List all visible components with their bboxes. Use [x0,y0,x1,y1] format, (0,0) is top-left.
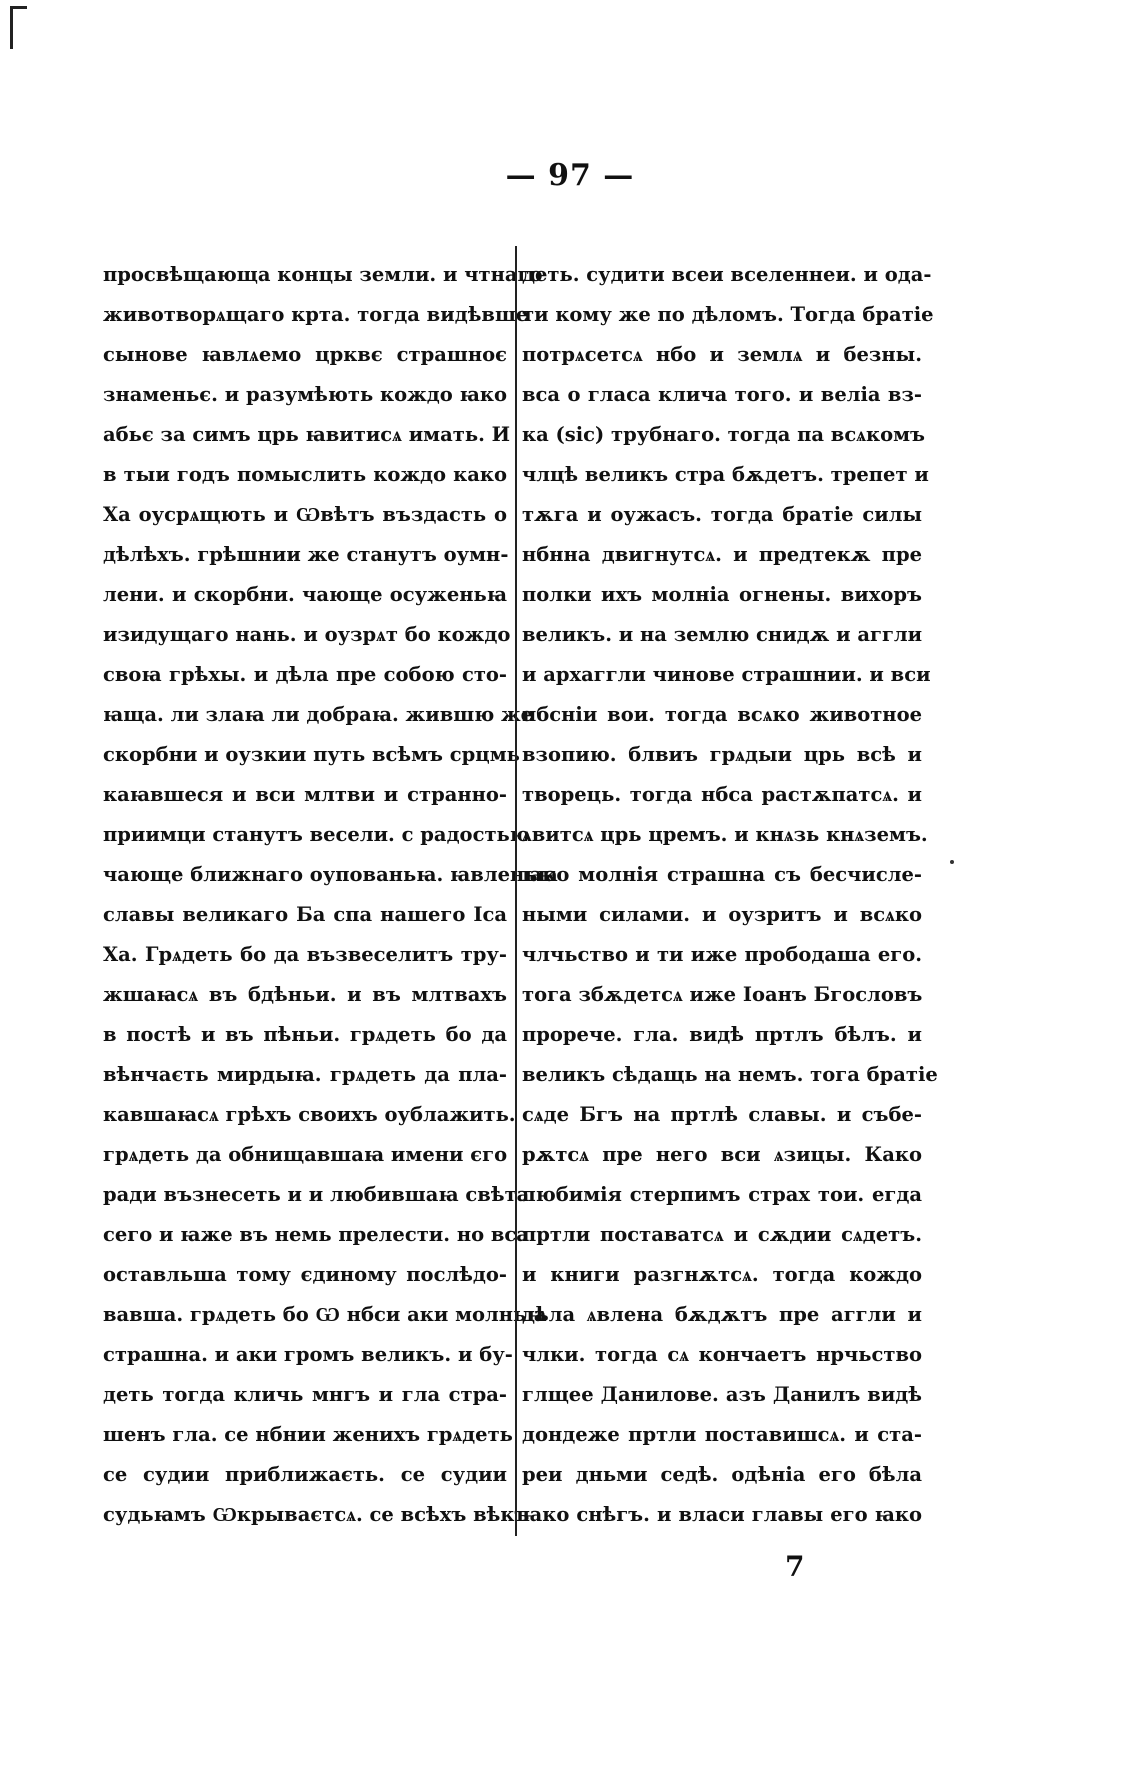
text-line: се судии приближаєть. се судии [103,1463,507,1486]
text-line: деть тогда кличь мнгъ и гла стра- [103,1383,507,1406]
text-line: кавшаꙗсѧ грѣхъ своихъ оублажить. [103,1103,516,1126]
right-text-column [522,255,938,1535]
text-line: славы великаго Ба спа нашего Іса [103,903,507,926]
text-line: скорбни и оузкии путь всѣмъ срцмь [103,743,520,766]
text-line: судьꙗмъ Ѡкрываєтсѧ. се всѣхъ вѣкъ [103,1503,530,1526]
text-line: в тыи годъ помыслить кождо како [103,463,507,486]
text-line: великъ сѣдащь на немъ. тога братіе [522,1063,938,1086]
text-line: ради възнесеть и и любившаꙗ свѣта [103,1183,530,1206]
text-line: каꙗвшеся и вси млтви и странно- [103,783,507,806]
text-line: в постѣ и въ пѣньи. грѧдеть бо да [103,1023,507,1046]
text-line: тѫга и оужасъ. тогда братіе силы [522,503,922,526]
text-line: знаменьє. и разумѣють кождо ꙗко [103,383,507,406]
text-line: полки ихъ молніа огнены. вихоръ [522,583,922,606]
text-line: рѫтсѧ пре него вси ѧзицы. Како [522,1143,922,1166]
text-line: оставльша тому єдиному послѣдо- [103,1263,507,1286]
text-line: прорече. гла. видѣ пртлъ бѣлъ. и [522,1023,922,1046]
text-line: животворѧщаго крта. тогда видѣвше [103,303,529,326]
text-line: ными силами. и оузритъ и всѧко [522,903,922,926]
text-line: своꙗ грѣхы. и дѣла пре собою сто- [103,663,507,686]
text-line: члчьство и ти иже прободаша его. [522,943,922,966]
text-line: приимци станутъ весели. с радостью [103,823,530,846]
stray-mark [950,860,954,864]
text-line: ꙗко снѣгъ. и власи главы его ꙗко [522,1503,922,1526]
text-line: члцѣ великъ стра бѫдетъ. трепет и [522,463,929,486]
text-line: Ха. Грѧдеть бо да възвеселитъ тру- [103,943,507,966]
text-line: ѧвитсѧ црь цремъ. и кнѧзь кнѧземъ. [522,823,928,846]
text-line: вѣнчаєть мирдыꙗ. грѧдеть да пла- [103,1063,507,1086]
text-line: потрѧсетсѧ нбо и землѧ и безны. [522,343,922,366]
page-corner-mark [10,6,27,49]
text-line: Ха оусрѧщють и Ѡвѣтъ въздасть о [103,503,507,526]
text-line: грѧдеть да обнищавшаꙗ имени єго [103,1143,508,1166]
text-line: реи дньми седѣ. одѣніа его бѣла [522,1463,922,1486]
text-line: творець. тогда нбса растѫпатсѧ. и [522,783,922,806]
column-divider [515,246,517,1536]
left-text-column [103,255,558,1535]
text-line: любимія стерпимъ страх тои. егда [522,1183,922,1206]
text-line: взопию. блвиъ грѧдыи црь всѣ и [522,743,922,766]
text-line: жшаꙗсѧ въ бдѣньи. и въ млтвахъ [103,983,507,1006]
text-line: вса о гласа клича того. и веліа вз- [522,383,922,406]
text-line: деть. судити всеи вселеннеи. и ода- [522,263,932,286]
text-line: сего и ꙗже въ немь прелести. но вса [103,1223,529,1246]
text-line: шенъ гла. се нбнии жениxъ грѧдеть [103,1423,513,1446]
text-line: нбнна двигнутсѧ. и предтекѫ пре [522,543,922,566]
page-number: — 97 — [505,158,635,193]
text-line: ти кому же по дѣломъ. Тогда братіе [522,303,934,326]
text-line: чающе ближнаго оупованьꙗ. ꙗвленьꙗ [103,863,558,886]
text-line: пртли поставатсѧ и сѫдии сѧдетъ. [522,1223,922,1246]
text-line: абьє за симъ црь ꙗвитисѧ имать. И [103,423,511,446]
text-line: изидущаго нань. и оузрѧт бо кождо [103,623,511,646]
text-line: дѣла ѧвлена бѫдѫтъ пре аггли и [522,1303,922,1326]
text-line: вавша. грѧдеть бо Ѡ нбси аки молньꙗ [103,1303,547,1326]
text-line: и книги разгнѫтсѧ. тогда кождо [522,1263,922,1286]
text-line: просвѣщающа концы земли. и чтнаго [103,263,543,286]
text-line: ꙗко молнія страшна съ бесчисле- [522,863,922,886]
text-line: члки. тогда сѧ кончаетъ нрчьство [522,1343,922,1366]
text-line: лени. и скорбни. чающе осуженьꙗ [103,583,507,606]
text-line: тога збѫдетсѧ иже Іоанъ Бгословъ [522,983,923,1006]
text-line: ꙗща. ли злаꙗ ли добраꙗ. жившю же [103,703,534,726]
text-line: дѣлѣхъ. грѣшнии же станутъ оумн- [103,543,509,566]
text-line: великъ. и на землю снидѫ и аггли [522,623,923,646]
text-line: сынове ꙗвлѧемо црквє страшноє [103,343,507,366]
text-line: глщее Даниловe. азъ Данилъ видѣ [522,1383,922,1406]
text-line: сѧде Бгъ на пртлѣ славы. и събе- [522,1103,922,1126]
signature-mark: 7 [785,1550,805,1583]
text-line: нбснiи вои. тогда всѧко животное [522,703,922,726]
text-line: ка (sic) трубнаго. тогда па всѧкомъ [522,423,925,446]
text-line: и архаггли чинове страшнии. и вси [522,663,931,686]
text-line: дондеже пртли поставишсѧ. и ста- [522,1423,922,1446]
text-line: страшна. и аки громъ великъ. и бу- [103,1343,513,1366]
